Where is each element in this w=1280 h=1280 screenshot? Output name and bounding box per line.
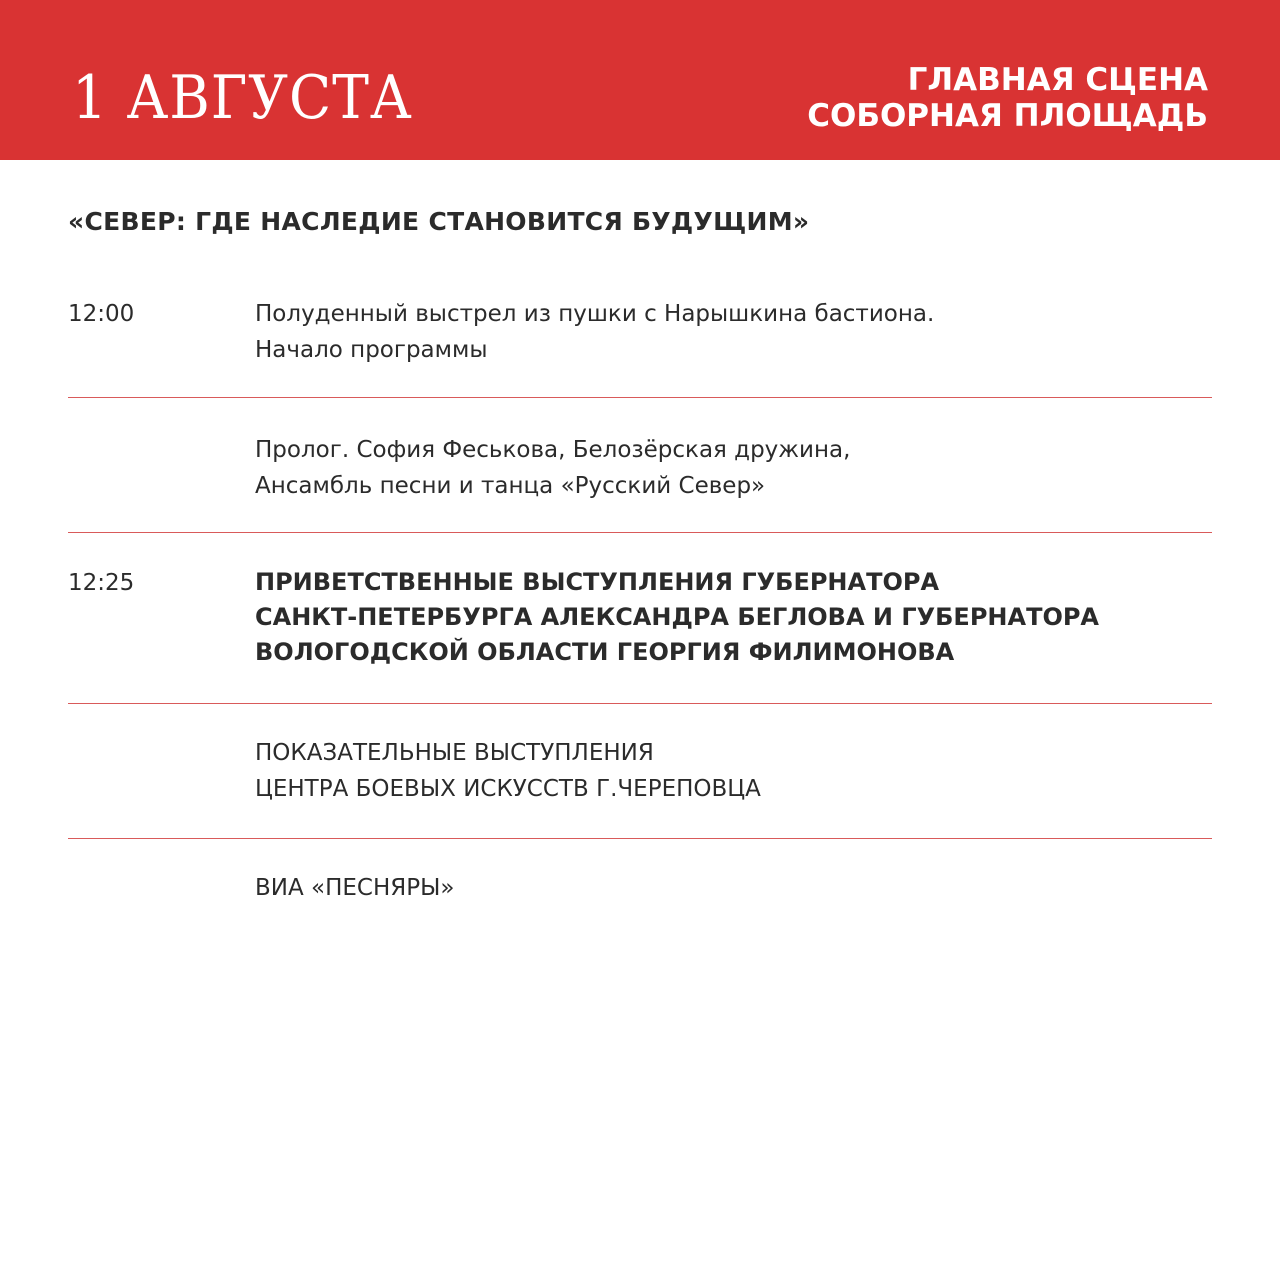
schedule-time: 12:00 <box>68 301 135 327</box>
schedule-text: ПОКАЗАТЕЛЬНЫЕ ВЫСТУПЛЕНИЯ ЦЕНТРА БОЕВЫХ ИСКУССТВ Г.ЧЕРЕПОВЦА <box>255 740 761 802</box>
schedule-time: 12:25 <box>68 570 135 596</box>
venue <box>807 62 1208 134</box>
program-title: «СЕВЕР: ГДЕ НАСЛЕДИЕ СТАНОВИТСЯ БУДУЩИМ» <box>68 207 810 236</box>
schedule-text: ВИА «ПЕСНЯРЫ» <box>255 875 455 901</box>
schedule-text: ПРИВЕТСТВЕННЫЕ ВЫСТУПЛЕНИЯ ГУБЕРНАТОРА САНКТ-ПЕТЕРБУРГА АЛЕКСАНДРА БЕГЛОВА И ГУБЕРНАТОРА ВОЛОГОДСКОЙ ОБЛАСТИ ГЕОРГИЯ ФИЛИМОНОВА <box>255 568 1100 666</box>
divider <box>68 703 1212 704</box>
venue-stage: ГЛАВНАЯ СЦЕНА <box>907 62 1208 98</box>
divider <box>68 838 1212 839</box>
divider <box>68 397 1212 398</box>
header-banner <box>0 0 1280 160</box>
schedule-text: Пролог. София Феськова, Белозёрская дружина, Ансамбль песни и танца «Русский Север» <box>255 437 851 499</box>
event-date: 1 АВГУСТА <box>72 63 413 133</box>
divider <box>68 532 1212 533</box>
schedule-text: Полуденный выстрел из пушки с Нарышкина бастиона. Начало программы <box>255 301 935 363</box>
venue-place: СОБОРНАЯ ПЛОЩАДЬ <box>807 98 1208 134</box>
